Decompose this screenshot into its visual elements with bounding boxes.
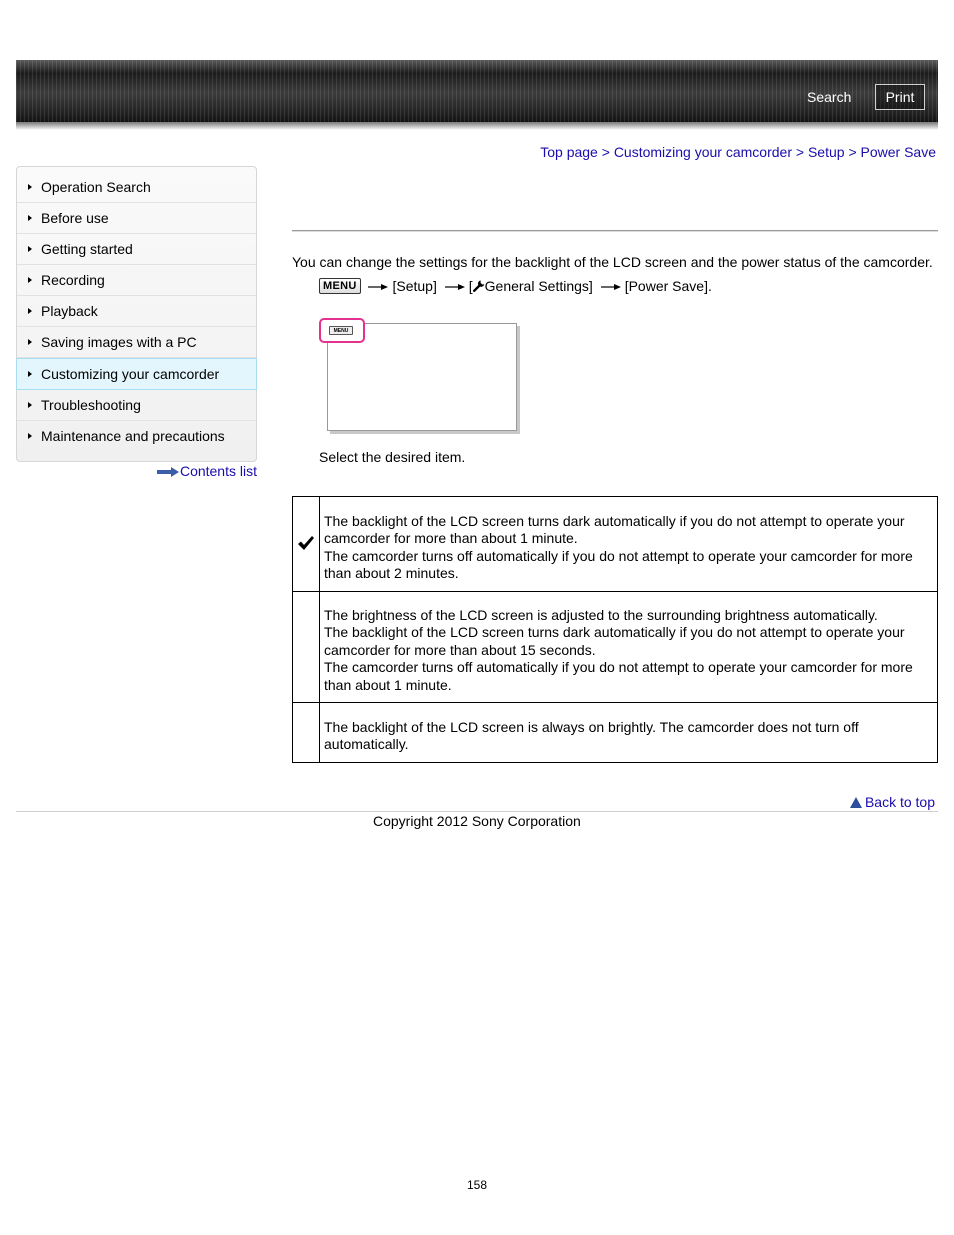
description-line: than about 2 minutes. — [324, 565, 459, 581]
search-link[interactable]: Search — [807, 89, 852, 105]
sidebar-item-operation-search[interactable] — [17, 172, 256, 203]
description-line: automatically. — [324, 736, 409, 752]
triangle-right-icon — [28, 246, 32, 252]
menu-button-icon: MENU — [319, 278, 361, 294]
triangle-right-icon — [28, 371, 32, 377]
path-general-settings: General Settings] — [484, 278, 593, 294]
sidebar-item-label: Getting started — [41, 241, 133, 257]
description-line: The backlight of the LCD screen turns dark automatically if you do not attempt to operate your — [324, 512, 905, 529]
check-icon — [297, 535, 315, 551]
sidebar-item-customizing[interactable] — [16, 358, 257, 390]
copyright-text: Copyright 2012 Sony Corporation — [373, 813, 581, 829]
breadcrumb-power-save[interactable]: Power Save — [860, 144, 936, 160]
wrench-icon — [473, 280, 485, 292]
triangle-right-icon — [28, 184, 32, 190]
table-row — [293, 497, 938, 592]
long-arrow-right-icon — [368, 283, 388, 291]
print-button[interactable]: Print — [875, 84, 925, 110]
page-number: 158 — [466, 1178, 488, 1192]
footer-divider — [16, 811, 938, 812]
long-arrow-right-icon — [601, 283, 621, 291]
contents-list-label: Contents list — [179, 463, 257, 479]
description-line: The backlight of the LCD screen is always on brightly. The camcorder does not turn off — [324, 718, 859, 735]
header-bar — [16, 60, 938, 126]
sidebar-item-getting-started[interactable] — [17, 234, 256, 265]
triangle-right-icon — [28, 339, 32, 345]
sidebar-item-troubleshooting[interactable] — [17, 390, 256, 421]
sidebar-item-recording[interactable] — [17, 265, 256, 296]
breadcrumb — [540, 144, 936, 160]
sidebar-item-label: Troubleshooting — [41, 397, 141, 413]
path-setup: [Setup] — [392, 278, 437, 294]
triangle-right-icon — [28, 308, 32, 314]
select-instruction: Select the desired item. — [319, 449, 466, 465]
sidebar-item-saving-images[interactable] — [17, 327, 256, 358]
option-mark-cell — [293, 592, 320, 703]
option-mark-cell — [293, 703, 320, 763]
description-line: The backlight of the LCD screen turns dark automatically if you do not attempt to operate your — [324, 624, 905, 641]
sidebar-item-label: Maintenance and precautions — [41, 428, 225, 444]
title-divider — [292, 230, 938, 232]
table-row — [293, 592, 938, 703]
sidebar-nav — [16, 166, 257, 462]
breadcrumb-separator: > — [601, 144, 610, 160]
option-description — [320, 497, 938, 592]
options-table — [292, 496, 938, 763]
sidebar-item-maintenance[interactable] — [17, 421, 256, 451]
back-to-top-link[interactable] — [850, 794, 935, 810]
sidebar-item-playback[interactable] — [17, 296, 256, 327]
description-line: The brightness of the LCD screen is adjusted to the surrounding brightness automatically. — [324, 606, 878, 623]
path-bracket: [ — [468, 278, 473, 294]
description-line: camcorder for more than about 15 seconds. — [324, 641, 596, 658]
sidebar-item-before-use[interactable] — [17, 203, 256, 234]
triangle-up-icon — [850, 797, 862, 808]
table-row — [293, 703, 938, 763]
description-line: camcorder for more than about 1 minute. — [324, 530, 578, 546]
breadcrumb-setup[interactable]: Setup — [807, 144, 845, 160]
triangle-right-icon — [28, 215, 32, 221]
sidebar-item-label: Operation Search — [41, 179, 151, 195]
description-line: than about 1 minute. — [324, 676, 452, 693]
sidebar-item-label: Playback — [41, 303, 98, 319]
sidebar-item-label: Recording — [41, 272, 105, 288]
option-mark-cell — [293, 497, 320, 592]
arrow-right-icon — [157, 467, 179, 477]
sidebar-item-label: Saving images with a PC — [41, 334, 197, 350]
breadcrumb-top-page[interactable]: Top page — [540, 144, 598, 160]
intro-text: You can change the settings for the backlight of the LCD screen and the power status of the camcorder. — [292, 254, 933, 270]
breadcrumb-customizing[interactable]: Customizing your camcorder — [613, 144, 792, 160]
contents-list-link[interactable] — [157, 463, 257, 479]
lcd-menu-icon: MENU — [329, 326, 353, 335]
option-description — [320, 592, 938, 703]
sidebar-item-label: Before use — [41, 210, 109, 226]
long-arrow-right-icon — [445, 283, 465, 291]
breadcrumb-separator: > — [795, 144, 805, 160]
triangle-right-icon — [28, 433, 32, 439]
back-to-top-label: Back to top — [864, 794, 935, 810]
header-shadow — [16, 122, 938, 130]
sidebar-item-label: Customizing your camcorder — [41, 366, 220, 382]
lcd-menu-highlight — [319, 318, 365, 343]
menu-path — [319, 278, 712, 294]
path-power-save: [Power Save]. — [624, 278, 712, 294]
triangle-right-icon — [28, 402, 32, 408]
triangle-right-icon — [28, 277, 32, 283]
description-line: The camcorder turns off automatically if you do not attempt to operate your camcorder for more — [324, 547, 913, 564]
option-description — [320, 703, 938, 763]
description-line: The camcorder turns off automatically if you do not attempt to operate your camcorder for more — [324, 659, 913, 676]
breadcrumb-separator: > — [848, 144, 857, 160]
